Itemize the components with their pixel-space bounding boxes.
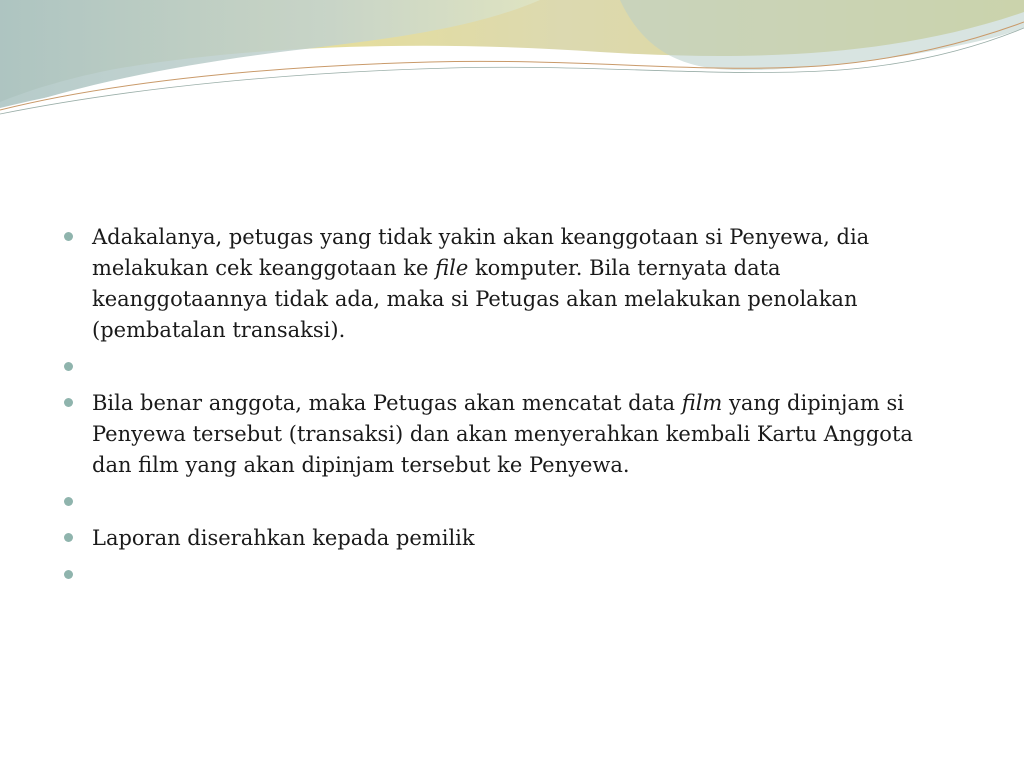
- list-item: [62, 523, 952, 554]
- bullet-text: Adakalanya, petugas yang tidak yakin akan keanggotaan si Penyewa, dia melakukan cek keanggotaan ke file komputer. Bila ternyata data keanggotaannya tidak ada, maka si Petugas akan melakukan penolakan (pembatalan transaksi).: [92, 225, 870, 342]
- bullet-text: Laporan diserahkan kepada pemilik: [92, 526, 475, 550]
- header-wave-decoration: [0, 0, 1024, 130]
- circle-bullet-icon: [64, 232, 73, 241]
- circle-bullet-icon: [64, 570, 73, 579]
- circle-bullet-icon: [64, 497, 73, 506]
- list-item: [62, 356, 952, 378]
- circle-bullet-icon: [64, 533, 73, 542]
- slide-body: [62, 222, 952, 596]
- circle-bullet-icon: [64, 398, 73, 407]
- bullet-list: [62, 222, 952, 586]
- list-item: [62, 491, 952, 513]
- list-item: [62, 222, 952, 346]
- circle-bullet-icon: [64, 362, 73, 371]
- list-item: [62, 564, 952, 586]
- bullet-text: Bila benar anggota, maka Petugas akan mencatat data film yang dipinjam si Penyewa tersebut (transaksi) dan akan menyerahkan kembali Kartu Anggota dan film yang akan dipinjam tersebut ke Penyewa.: [92, 391, 913, 477]
- list-item: [62, 388, 952, 481]
